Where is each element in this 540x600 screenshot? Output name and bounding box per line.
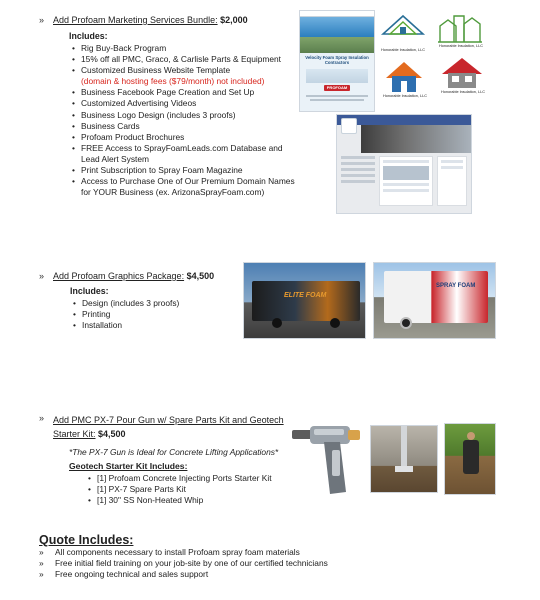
house-logo-icon bbox=[378, 14, 428, 48]
section-bullet: » bbox=[39, 15, 45, 25]
section-bullet: » bbox=[39, 271, 45, 281]
marketing-bundle-title-text: Add Profoam Marketing Services Bundle: bbox=[53, 15, 218, 25]
logo-caption: Honorable Insulation, LLC bbox=[439, 44, 483, 48]
logo-caption: Honorable Insulation, LLC bbox=[441, 90, 485, 94]
house-logo-icon bbox=[436, 12, 486, 46]
quote-item bbox=[39, 569, 509, 580]
geotech-kit-list bbox=[88, 473, 288, 506]
house-logo-icon bbox=[384, 60, 424, 94]
list-item: • Business Logo Design (includes 3 proofs) bbox=[72, 110, 302, 121]
list-item: • [1] PX-7 Spare Parts Kit bbox=[88, 484, 288, 495]
list-item: • Installation bbox=[73, 320, 223, 331]
wrapped-trailer-photo bbox=[373, 262, 496, 339]
flyer-headline: Velocity Foam Spray Insulation Contractors bbox=[305, 55, 369, 66]
list-item: • Customized Business Website Template bbox=[72, 65, 302, 76]
list-item: • [1] Profoam Concrete Injecting Ports Starter Kit bbox=[88, 473, 288, 484]
includes-heading: Includes: bbox=[70, 286, 109, 296]
pour-gun-price: $4,500 bbox=[98, 429, 126, 440]
quote-item bbox=[39, 558, 509, 569]
list-item: • Rig Buy-Back Program bbox=[72, 43, 302, 54]
concrete-ports-photo bbox=[370, 425, 438, 493]
pour-gun-note: *The PX-7 Gun is Ideal for Concrete Lifting Applications* bbox=[69, 447, 279, 457]
flyer-badge: PROFOAM bbox=[324, 85, 350, 90]
list-item: • [1] 30" SS Non-Heated Whip bbox=[88, 495, 288, 506]
quote-includes-list bbox=[39, 547, 509, 580]
field-application-photo bbox=[444, 423, 496, 495]
list-item: • Access to Purchase One of Our Premium Domain Names bbox=[72, 176, 302, 187]
quote-item-text: Free ongoing technical and sales support bbox=[55, 569, 209, 580]
quote-item bbox=[39, 547, 509, 558]
includes-heading: Includes: bbox=[69, 31, 108, 41]
graphics-package-title-text: Add Profoam Graphics Package: bbox=[53, 271, 185, 281]
list-item: • Business Cards bbox=[72, 121, 302, 132]
section-bullet: » bbox=[39, 413, 45, 423]
graphics-package-title bbox=[53, 271, 214, 283]
list-item-note: (domain & hosting fees ($79/month) not included) bbox=[81, 76, 265, 87]
list-item: • 15% off all PMC, Graco, & Carlisle Parts & Equipment bbox=[72, 54, 302, 65]
section-bullet: » bbox=[39, 558, 44, 569]
logo-caption: Honorable Insulation, LLC bbox=[383, 94, 427, 98]
wrapped-trailer-photo bbox=[243, 262, 366, 339]
graphics-package-price: $4,500 bbox=[186, 271, 215, 281]
pour-gun-title-line1: Add PMC PX-7 Pour Gun w/ Spare Parts Kit and Geotech bbox=[53, 415, 284, 425]
geotech-kit-heading: Geotech Starter Kit Includes: bbox=[69, 461, 188, 471]
list-item-continued: for YOUR Business (ex. ArizonaSprayFoam.com) bbox=[81, 187, 265, 198]
list-item-continued: Lead Alert System bbox=[81, 153, 149, 164]
quote-includes-heading: Quote Includes: bbox=[39, 533, 134, 547]
list-item: • FREE Access to SprayFoamLeads.com Database and bbox=[72, 143, 302, 154]
section-bullet: » bbox=[39, 547, 44, 557]
facebook-page-screenshot bbox=[336, 114, 472, 214]
section-bullet: » bbox=[39, 569, 44, 580]
marketing-bundle-price: $2,000 bbox=[220, 15, 248, 25]
pour-gun-title bbox=[53, 413, 284, 442]
list-item: • Profoam Product Brochures bbox=[72, 132, 302, 143]
trailer-text: ELITE FOAM bbox=[284, 292, 327, 299]
pour-gun-title-line2: Starter Kit: bbox=[53, 429, 96, 440]
trailer-text: SPRAY FOAM bbox=[436, 283, 476, 289]
graphics-package-list bbox=[73, 298, 223, 331]
pour-gun-image bbox=[288, 420, 364, 500]
quote-item-text: All components necessary to install Profoam spray foam materials bbox=[55, 547, 300, 557]
marketing-bundle-title bbox=[53, 15, 248, 27]
list-item: • Business Facebook Page Creation and Set Up bbox=[72, 87, 302, 98]
list-item: • Design (includes 3 proofs) bbox=[73, 298, 223, 309]
marketing-flyer-image bbox=[299, 10, 375, 112]
list-item: • Customized Advertising Videos bbox=[72, 98, 302, 109]
house-logo-icon bbox=[440, 56, 484, 90]
quote-item-text: Free initial field training on your job-site by one of our certified technicians bbox=[55, 558, 328, 569]
list-item: • Printing bbox=[73, 309, 223, 320]
marketing-bundle-list bbox=[72, 43, 302, 198]
logo-caption: Honorable Insulation, LLC bbox=[381, 48, 425, 52]
list-item: • Print Subscription to Spray Foam Magazine bbox=[72, 165, 302, 176]
